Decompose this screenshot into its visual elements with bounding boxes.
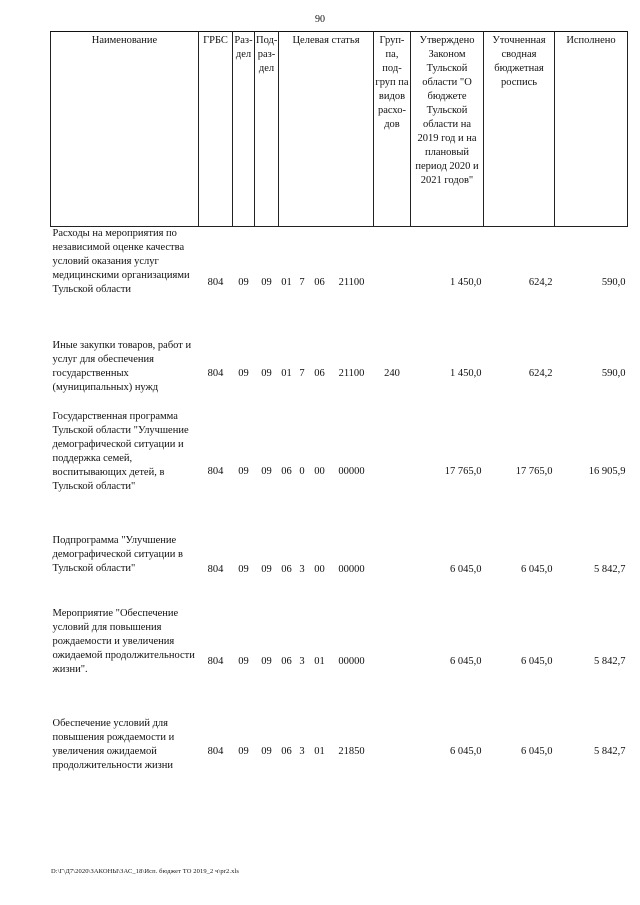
row-target-direction: 00000 [338,564,365,575]
row-target-subprogram: 7 [299,276,305,288]
row-target-program: 01 [281,368,292,379]
row-refined: 6 045,0 [521,655,553,667]
row-grbs: 804 [207,368,224,379]
row-grbs: 804 [207,564,224,575]
row-grbs: 804 [207,655,224,667]
row-approved: 6 045,0 [450,655,482,667]
row-target-event: 06 [314,368,325,379]
row-razdel: 09 [238,465,249,477]
row-approved: 6 045,0 [450,564,482,575]
row-expense-type [374,607,411,717]
row-expense-type [374,410,411,534]
row-approved: 6 045,0 [450,745,482,757]
row-refined: 6 045,0 [521,745,553,757]
table-row [51,410,628,534]
row-target-event: 01 [314,655,325,667]
row-target-program: 06 [281,564,292,575]
row-executed: 5 842,7 [594,564,626,575]
row-executed: 16 905,9 [588,465,626,477]
row-target-event: 06 [314,276,325,288]
row-podrazdel: 09 [261,276,272,288]
row-refined: 17 765,0 [515,465,553,477]
row-podrazdel: 09 [261,465,272,477]
row-razdel: 09 [238,745,249,757]
header-grbs: ГРБС [199,32,233,227]
row-target-event: 00 [314,465,325,477]
row-approved: 17 765,0 [444,465,482,477]
row-target-program: 06 [281,655,292,667]
table-row [51,534,628,607]
row-name: Государственная программа Тульской области "Улучшение демографической ситуации и поддержка семей, воспитывающих детей, в Тульской области" [52,410,189,492]
table-row [51,607,628,717]
row-expense-type [374,717,411,787]
row-target-direction: 00000 [338,465,365,477]
row-target-subprogram: 3 [299,564,305,575]
row-name: Расходы на мероприятия по независимой оценке качества условий оказания услуг медицинскими организациями Тульской области [52,228,190,295]
row-target-event: 00 [314,564,325,575]
row-executed: 590,0 [601,368,626,379]
header-name: Наименование [51,32,199,227]
header-target-article: Целевая статья [279,32,374,227]
row-name: Обеспечение условий для повышения рождаемости и увеличения ожидаемой продолжительности жизни [52,717,175,771]
header-expense-type: Груп-па, под-груп па видов расхо-дов [374,32,411,227]
row-target-program: 06 [281,465,292,477]
row-podrazdel: 09 [261,564,272,575]
row-target-subprogram: 7 [299,368,305,379]
row-target-subprogram: 3 [299,655,305,667]
budget-table [50,31,628,787]
row-grbs: 804 [207,745,224,757]
row-refined: 624,2 [528,276,553,288]
header-refined: Уточненная сводная бюджетная роспись [484,32,555,227]
row-podrazdel: 09 [261,655,272,667]
row-approved: 1 450,0 [450,276,482,288]
row-expense-type: 240 [384,368,400,379]
row-approved: 1 450,0 [450,368,482,379]
header-row [51,32,628,227]
row-razdel: 09 [238,368,249,379]
row-target-direction: 21100 [338,368,365,379]
row-target-direction: 21100 [338,276,365,288]
row-expense-type [374,534,411,607]
row-executed: 5 842,7 [594,745,626,757]
file-path-footer: D:\Г\Д7\2020\ЗАКОНЫ\ЗАС_18\Исп. бюджет ТО 2019_2 ч\pr2.xls [51,868,239,875]
row-target-program: 06 [281,745,292,757]
row-refined: 624,2 [528,368,553,379]
row-name: Подпрограмма "Улучшение демографической ситуации в Тульской области" [52,534,183,574]
row-grbs: 804 [207,276,224,288]
row-target-subprogram: 3 [299,745,305,757]
row-razdel: 09 [238,276,249,288]
row-podrazdel: 09 [261,368,272,379]
row-target-subprogram: 0 [299,465,305,477]
row-executed: 590,0 [601,276,626,288]
page-number: 90 [315,14,325,25]
header-podrazdel: Под-раз-дел [255,32,279,227]
row-expense-type [374,227,411,339]
row-refined: 6 045,0 [521,564,553,575]
header-approved: Утверждено Законом Тульской области "О бюджете Тульской области на 2019 год и на плановый период 2020 и 2021 годов" [411,32,484,227]
row-name: Мероприятие "Обеспечение условий для повышения рождаемости и увеличения ожидаемой продолжительности жизни". [52,607,195,675]
row-target-direction: 00000 [338,655,365,667]
table-row [51,339,628,410]
row-razdel: 09 [238,564,249,575]
row-grbs: 804 [207,465,224,477]
row-target-direction: 21850 [338,745,365,757]
row-executed: 5 842,7 [594,655,626,667]
row-razdel: 09 [238,655,249,667]
row-podrazdel: 09 [261,745,272,757]
header-executed: Исполнено [555,32,628,227]
table-row [51,717,628,787]
row-target-program: 01 [281,276,292,288]
table-row [51,227,628,339]
row-target-event: 01 [314,745,325,757]
header-razdel: Раз-дел [233,32,255,227]
row-name: Иные закупки товаров, работ и услуг для обеспечения государственных (муниципальных) нужд [52,339,192,393]
